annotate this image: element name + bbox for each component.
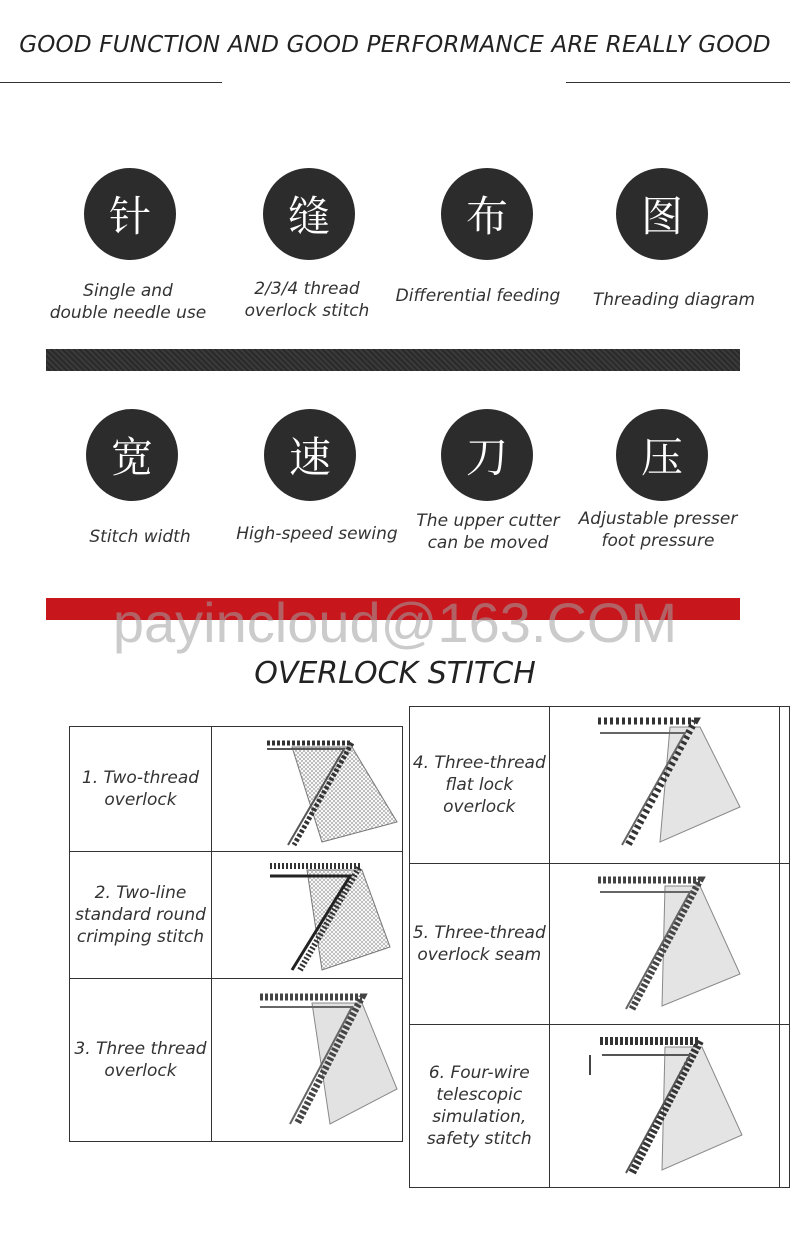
headline-divider-right [566,82,790,83]
diagram-icon: 图 [616,168,708,260]
stitch-label-line: standard round [75,905,206,925]
table-row [410,864,790,1025]
feature-label-line: foot pressure [601,531,715,551]
overlock-seam-stitch-icon [550,864,778,1024]
width-icon: 宽 [86,409,178,501]
speed-icon: 速 [264,409,356,501]
table-row [410,1025,790,1188]
stitch-image-2 [212,852,403,979]
stitch-table-left [69,726,403,1142]
stitch-label-line: 4. Three-thread [412,753,546,773]
table-edge-cell [779,1025,790,1188]
feature-label-width: Stitch width [89,527,191,547]
table-edge-cell [779,864,790,1025]
stitch-label-5 [410,864,550,1025]
feature-label-line: double needle use [49,303,207,323]
stitch-image-6 [549,1025,779,1188]
stitch-image-1 [212,727,403,852]
feature-label-diagram: Threading diagram [592,290,756,310]
watermark-text: payincloud@163.COM [112,591,678,654]
feature-label-feeding: Differential feeding [395,286,561,306]
stitch-label-line: 3. Three thread [74,1039,207,1059]
stitch-label-line: flat lock [445,775,514,795]
fabric-icon: 布 [441,168,533,260]
stitch-table-right [409,706,790,1188]
feature-label-line: 2/3/4 thread [254,279,360,299]
stitch-label-line: simulation, [432,1107,527,1127]
headline-divider-left [0,82,222,83]
stitch-label-line: overlock [104,1061,177,1081]
feature-label-line: The upper cutter [416,511,560,531]
table-row [70,979,403,1142]
stitch-image-3 [212,979,403,1142]
stitch-icon: 缝 [263,168,355,260]
stitch-label-line: 5. Three-thread [412,923,546,943]
table-row [410,707,790,864]
section-divider-bar [46,349,740,371]
two-thread-overlock-stitch-icon [212,727,402,851]
feature-label-needle [38,280,218,324]
stitch-label-line: overlock [443,797,516,817]
page-headline: GOOD FUNCTION AND GOOD PERFORMANCE ARE REALLY GOOD [19,32,771,58]
table-row [70,852,403,979]
feature-label-line: can be moved [427,533,549,553]
feature-label-thread [218,278,396,322]
stitch-label-3 [70,979,212,1142]
feature-label-pressure [566,508,750,552]
stitch-label-4 [410,707,550,864]
stitch-label-2 [70,852,212,979]
section-title: OVERLOCK STITCH [254,656,536,691]
stitch-label-line: 6. Four-wire [428,1063,530,1083]
flat-lock-stitch-icon [550,707,778,863]
stitch-label-line: crimping stitch [76,927,205,947]
feature-label-line: Adjustable presser [578,509,738,529]
stitch-image-5 [549,864,779,1025]
table-row [70,727,403,852]
crimping-stitch-icon [212,852,402,978]
stitch-label-line: 1. Two-thread [81,768,200,788]
feature-label-line: overlock stitch [244,301,370,321]
cutter-icon: 刀 [441,409,533,501]
needle-icon: 针 [84,168,176,260]
stitch-label-6 [410,1025,550,1188]
three-thread-overlock-stitch-icon [212,979,402,1141]
stitch-image-4 [549,707,779,864]
feature-label-line: Single and [83,281,173,301]
stitch-label-line: 2. Two-line [94,883,187,903]
stitch-label-line: telescopic [436,1085,523,1105]
safety-stitch-icon [550,1025,778,1187]
feature-label-cutter [400,510,576,554]
table-edge-cell [779,707,790,864]
feature-label-speed: High-speed sewing [236,524,398,544]
stitch-label-line: safety stitch [426,1129,532,1149]
pressure-icon: 压 [616,409,708,501]
stitch-label-line: overlock seam [417,945,542,965]
stitch-label-1 [70,727,212,852]
stitch-label-line: overlock [104,790,177,810]
